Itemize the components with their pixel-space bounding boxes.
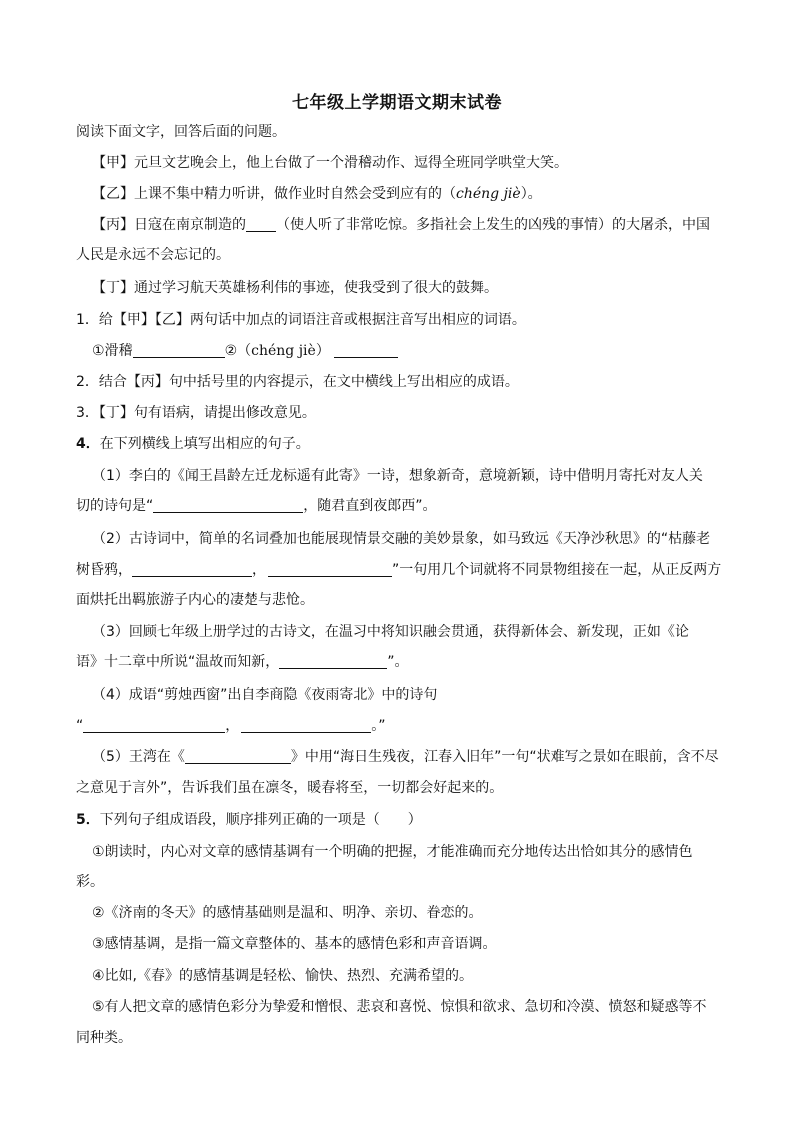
question-4-4-comma: ， <box>225 718 240 734</box>
sentence-5-cont: 同种类。 <box>76 1030 132 1046</box>
question-3-number: 3． <box>76 405 99 421</box>
answer-blank-4-1[interactable] <box>153 496 303 513</box>
answer-blank-bing[interactable] <box>246 215 276 232</box>
question-5-number: 5． <box>76 812 100 828</box>
question-4 <box>76 434 746 454</box>
sentence-3: ③感情基调，是指一篇文章整体的、基本的感情色彩和声音语调。 <box>92 936 497 952</box>
question-4-5-cont: 之意见于言外”，告诉我们虽在凛冬，暖春将至，一切都会好起来的。 <box>76 780 504 796</box>
question-4-3-prefix: 语》十二章中所说“温故而知新， <box>76 654 280 670</box>
passage-bing-text: 【丙】日寇在南京制造的 <box>92 217 246 233</box>
sentence-1-cont: 彩。 <box>76 874 104 890</box>
question-4-2-end: 面烘托出羁旅游子内心的凄楚与悲怆。 <box>76 592 314 608</box>
question-1 <box>76 310 746 330</box>
question-4-3: （3）回顾七年级上册学过的古诗文，在温习中将知识融会贯通，获得新体会、新发现，正如《论 <box>92 624 689 640</box>
question-2-number: 2． <box>76 374 99 390</box>
answer-blank-4-2a[interactable] <box>132 560 252 577</box>
question-4-4-cont <box>76 716 746 736</box>
question-4-3-cont <box>76 652 746 672</box>
question-4-1-suffix: ，随君直到夜郎西”。 <box>303 498 437 514</box>
question-2 <box>76 372 746 392</box>
question-3-text: 【丁】句有语病，请提出修改意见。 <box>98 405 316 421</box>
question-1-text: 给【甲】【乙】两句话中加点的词语注音或根据注音写出相应的词语。 <box>98 312 526 328</box>
answer-blank-4-4a[interactable] <box>83 716 225 733</box>
passage-jia: 【甲】元旦文艺晚会上，他上台做了一个滑稽动作、逗得全班同学哄堂大笑。 <box>92 155 568 171</box>
answer-1-label-a: ①滑稽 <box>92 343 133 359</box>
sentence-2: ②《济南的冬天》的感情基础则是温和、明净、亲切、眷恋的。 <box>92 905 483 921</box>
answer-1-pinyin: chéng jiè <box>251 343 316 359</box>
question-4-2-suffix: ”一句用几个词就将不同景物组接在一起，从正反两方 <box>392 562 722 578</box>
question-4-4: （4）成语“剪烛西窗”出自李商隐《夜雨寄北》中的诗句 <box>92 687 438 703</box>
question-5 <box>76 810 746 830</box>
question-4-1-prefix: 切的诗句是“ <box>76 498 154 514</box>
question-4-2-cont <box>76 560 746 580</box>
question-2-text: 结合【丙】句中括号里的内容提示，在文中横线上写出相应的成语。 <box>98 374 519 390</box>
question-3 <box>76 403 746 423</box>
question-4-1: （1）李白的《闻王昌龄左迁龙标遥有此寄》一诗，想象新奇，意境新颖，诗中借明月寄托对友人关 <box>92 468 703 484</box>
passage-yi-text: 【乙】上课不集中精力听讲，做作业时自然会受到应有的（ <box>92 186 456 202</box>
question-4-5 <box>92 747 746 767</box>
answer-blank-4-3[interactable] <box>279 652 387 669</box>
sentence-5: ⑤有人把文章的感情色彩分为挚爱和憎恨、悲哀和喜悦、惊惧和欲求、急切和冷漠、愤怒和疑惑等不 <box>92 999 707 1015</box>
passage-bing <box>92 215 746 235</box>
question-4-1-cont <box>76 496 746 516</box>
question-4-4-open: “ <box>76 718 84 734</box>
question-4-2: （2）古诗词中，简单的名词叠加也能展现情景交融的美妙景象，如马致远《天净沙秋思》的“枯藤老 <box>92 531 711 547</box>
question-4-5-prefix: （5）王湾在《 <box>92 749 185 765</box>
question-5-text: 下列句子组成语段，顺序排列正确的一项是（ ） <box>99 812 422 828</box>
sentence-1: ①朗读时，内心对文章的感情基调有一个明确的把握，才能准确而充分地传达出恰如其分的感情色 <box>92 844 693 860</box>
question-4-text: 在下列横线上填写出相应的句子。 <box>99 436 310 452</box>
passage-yi <box>92 184 746 204</box>
question-4-5-text: 》中用“海日生残夜，江春入旧年”一句“状难写之景如在眼前，含不尽 <box>290 749 719 765</box>
answer-blank-4-2b[interactable] <box>268 560 392 577</box>
answer-1-label-c: ） <box>315 343 330 359</box>
question-4-2-prefix: 树昏鸦， <box>76 562 132 578</box>
passage-bing-hint: （使人听了非常吃惊。多指社会上发生的凶残的事情）的大屠杀，中国 <box>276 217 710 233</box>
passage-yi-end: ）。 <box>520 186 542 202</box>
answer-blank-1a[interactable] <box>133 341 225 358</box>
sentence-4: ④比如,《春》的感情基调是轻松、愉快、热烈、充满希望的。 <box>92 968 473 984</box>
question-4-number: 4． <box>76 436 100 452</box>
answer-blank-4-4b[interactable] <box>241 716 371 733</box>
question-4-2-comma: ， <box>252 562 266 578</box>
passage-yi-pinyin: chéng jiè <box>456 186 521 202</box>
answer-1-label-b: ②（ <box>224 343 252 359</box>
answer-blank-4-5[interactable] <box>185 747 291 764</box>
answer-blank-1b[interactable] <box>334 341 398 358</box>
question-1-answers <box>92 341 746 361</box>
passage-bing-cont: 人民是永远不会忘记的。 <box>76 247 230 263</box>
reading-intro: 阅读下面文字，回答后面的问题。 <box>76 124 286 140</box>
page-title: 七年级上学期语文期末试卷 <box>292 93 502 113</box>
question-4-3-suffix: ”。 <box>387 654 409 670</box>
passage-ding: 【丁】通过学习航天英雄杨利伟的事迹，使我受到了很大的鼓舞。 <box>92 280 498 296</box>
question-4-4-close: 。” <box>371 718 386 734</box>
question-1-number: 1． <box>76 312 99 328</box>
